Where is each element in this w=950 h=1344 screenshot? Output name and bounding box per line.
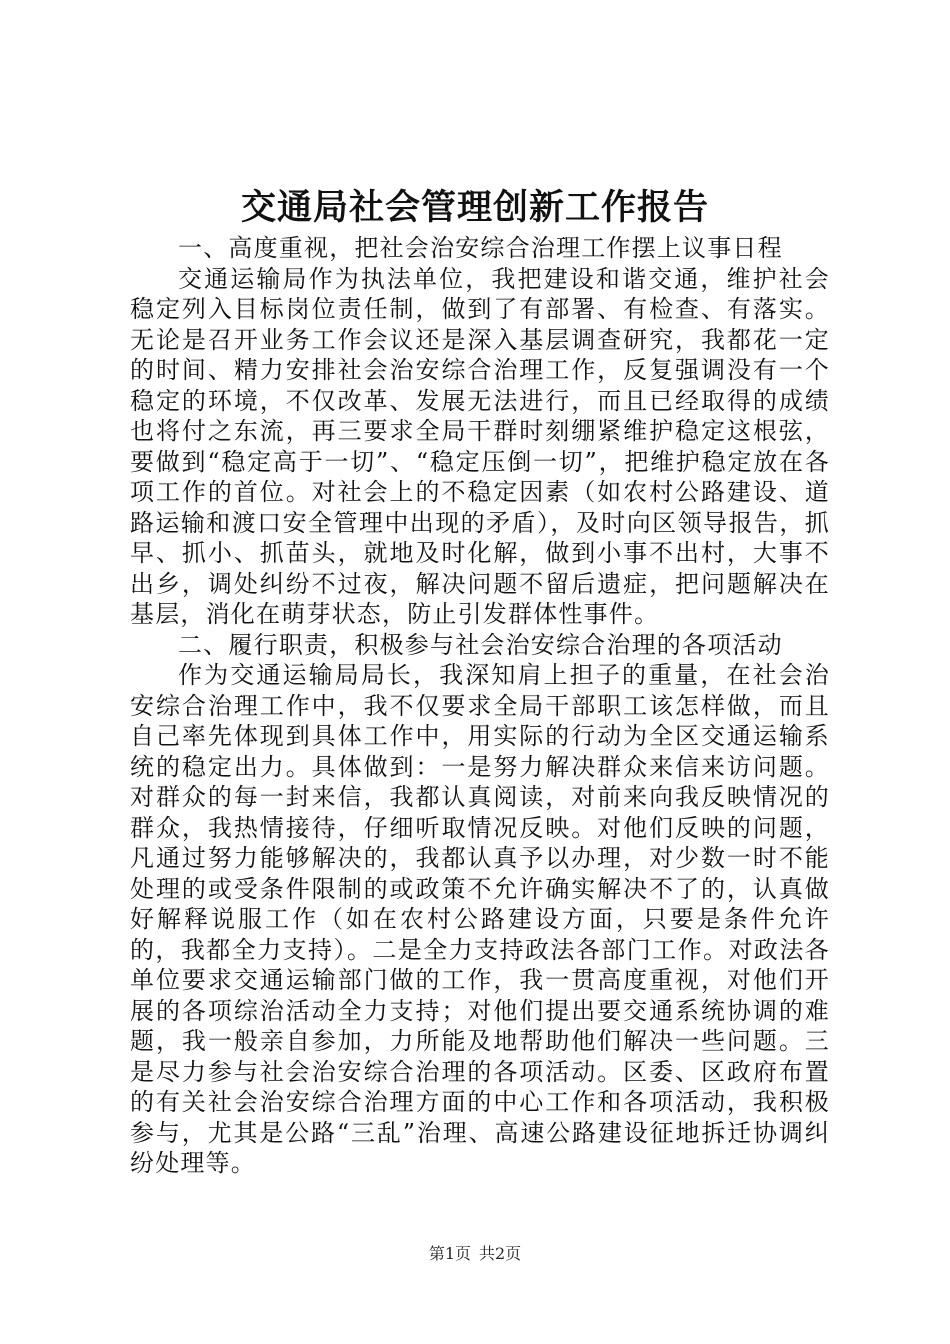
document-title: 交通局社会管理创新工作报告: [240, 187, 709, 228]
section-paragraph-2: 作为交通运输局局长，我深知肩上担子的重量，在社会治安综合治理工作中，我不仅要求全局干部职工该怎样做，而且自己率先体现到具体工作中，用实际的行动为全区交通运输系统的稳定出力。具体做到：一是努力解决群众来信来访问题。对群众的每一封来信，我都认真阅读，对前来向我反映情况的群众，我热情接待，仔细听取情况反映。对他们反映的问题，凡通过努力能够解决的，我都认真予以办理，对少数一时不能处理的或受条件限制的或政策不允许确实解决不了的，认真做好解释说服工作（如在农村公路建设方面，只要是条件允许的，我都全力支持）。二是全力支持政法各部门工作。对政法各单位要求交通运输部门做的工作，我一贯高度重视，对他们开展的各项综治活动全力支持；对他们提出要交通系统协调的难题，我一般亲自参加，力所能及地帮助他们解决一些问题。三是尽力参与社会治安综合治理的各项活动。区委、区政府布置的有关社会治安综合治理方面的中心工作和各项活动，我积极参与，尤其是公路“三乱”治理、高速公路建设征地拆迁协调纠纷处理等。: [130, 661, 830, 1177]
page-number: 第1页: [428, 1244, 471, 1263]
section-heading-1: 一、高度重视，把社会治安综合治理工作摆上议事日程: [178, 234, 783, 262]
document-body: [130, 233, 830, 1179]
section-heading-2: 二、履行职责，积极参与社会治安综合治理的各项活动: [178, 630, 783, 659]
section-paragraph-1: 交通运输局作为执法单位，我把建设和谐交通，维护社会稳定列入目标岗位责任制，做到了有部署、有检查、有落实。无论是召开业务工作会议还是深入基层调查研究，我都花一定的时间、精力安排社会治安综合治理工作，反复强调没有一个稳定的环境，不仅改革、发展无法进行，而且已经取得的成绩也将付之东流，再三要求全局干群时刻绷紧维护稳定这根弦，要做到“稳定高于一切”、“稳定压倒一切”，把维护稳定放在各项工作的首位。对社会上的不稳定因素（如农村公路建设、道路运输和渡口安全管理中出现的矛盾），及时向区领导报告，抓早、抓小、抓苗头，就地及时化解，做到小事不出村，大事不出乡，调处纠纷不过夜，解决问题不留后遗症，把问题解决在基层，消化在萌芽状态，防止引发群体性事件。: [130, 264, 830, 628]
page-footer: [0, 1243, 950, 1265]
page-total: 共2页: [479, 1244, 522, 1263]
